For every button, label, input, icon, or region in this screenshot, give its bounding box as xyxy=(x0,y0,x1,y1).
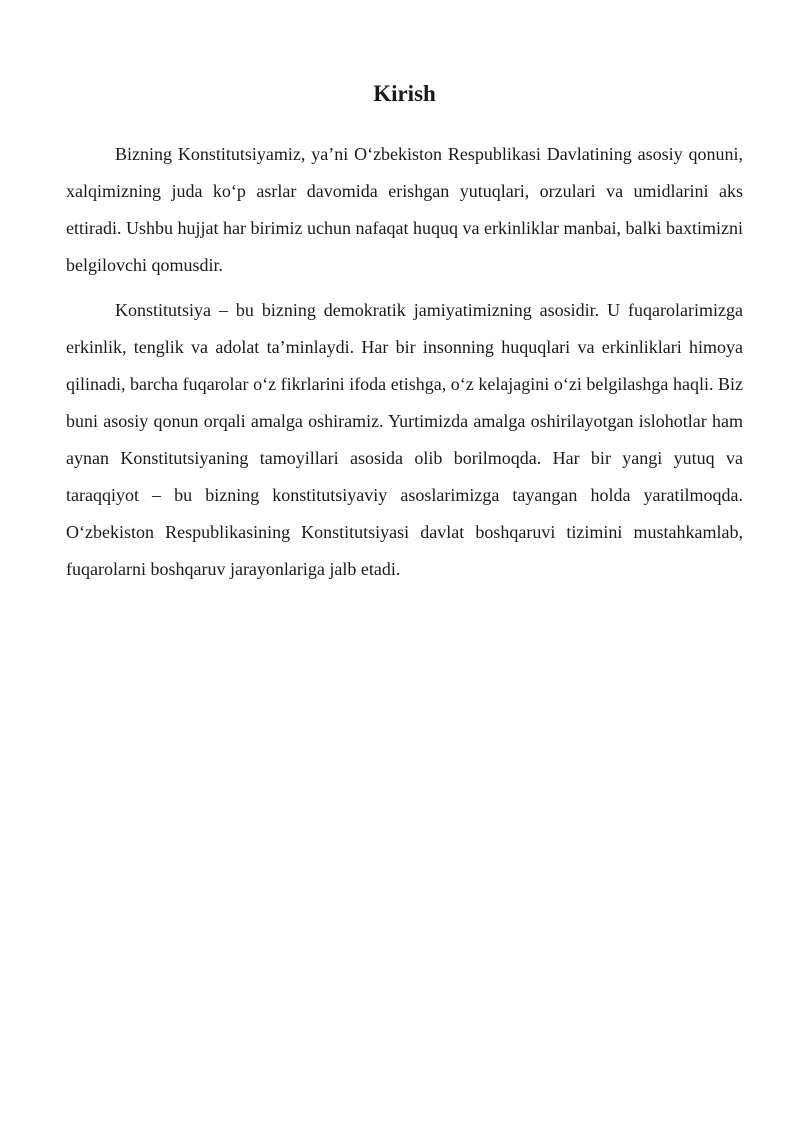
body-paragraph-2: Konstitutsiya – bu bizning demokratik jamiyatimizning asosidir. U fuqarolarimizga erkinlik, tenglik va adolat ta’minlaydi. Har bir insonning huquqlari va erkinliklari himoya qilinadi, barcha fuqarolar o‘z fikrlarini ifoda etishga, o‘z kelajagini o‘zi belgilashga haqli. Biz buni asosiy qonun orqali amalga oshiramiz. Yurtimizda amalga oshirilayotgan islohotlar ham aynan Konstitutsiyaning tamoyillari asosida olib borilmoqda. Har bir yangi yutuq va taraqqiyot – bu bizning konstitutsiyaviy asoslarimizga tayangan holda yaratilmoqda. O‘zbekiston Respublikasining Konstitutsiyasi davlat boshqaruvi tizimini mustahkamlab, fuqarolarni boshqaruv jarayonlariga jalb etadi. xyxy=(66,300,743,579)
page-title: Kirish xyxy=(373,81,436,106)
body-paragraph-1: Bizning Konstitutsiyamiz, ya’ni O‘zbekiston Respublikasi Davlatining asosiy qonuni, xalqimizning juda ko‘p asrlar davomida erishgan yutuqlari, orzulari va umidlarini aks ettiradi. Ushbu hujjat har birimiz uchun nafaqat huquq va erkinliklar manbai, balki baxtimizni belgilovchi qomusdir. xyxy=(66,144,743,275)
